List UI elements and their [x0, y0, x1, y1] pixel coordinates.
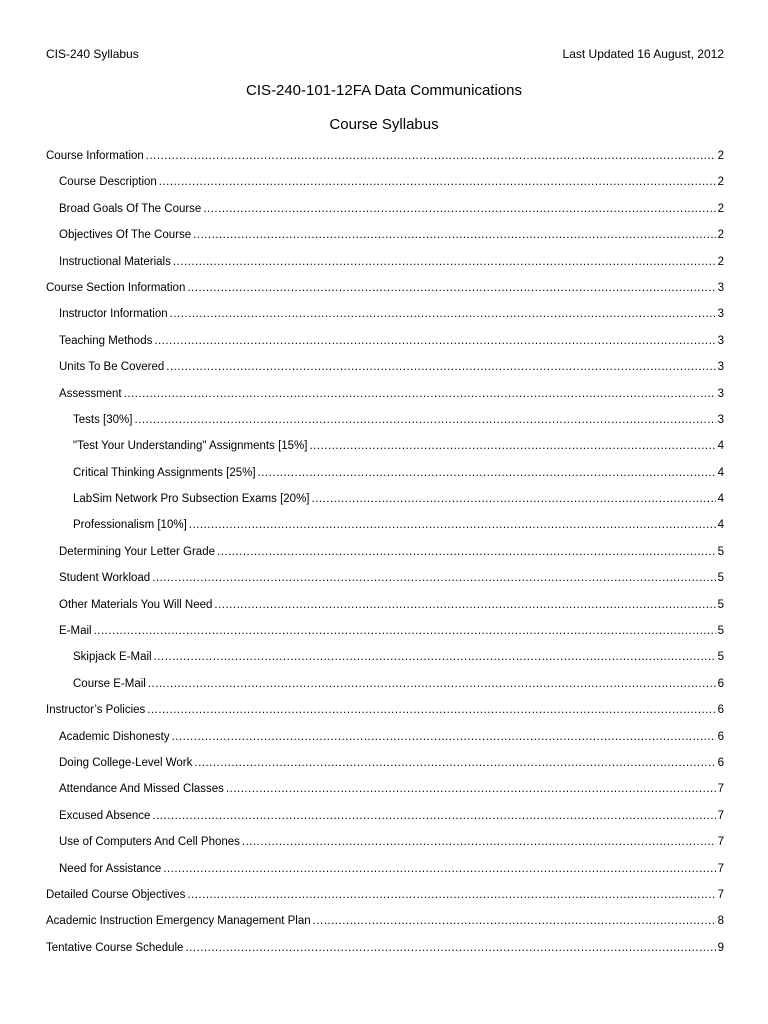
toc-entry-page-number[interactable]: 5: [717, 545, 724, 558]
toc-entry-page-number[interactable]: 5: [717, 625, 724, 638]
toc-entry[interactable]: [46, 805, 724, 831]
toc-entry[interactable]: [46, 251, 724, 277]
toc-entry-page-number[interactable]: 7: [717, 888, 724, 901]
toc-dot-leader: [166, 358, 715, 376]
toc-entry-page-number[interactable]: 9: [717, 941, 724, 954]
toc-entry[interactable]: [46, 330, 724, 356]
toc-entry-label[interactable]: Determining Your Letter Grade: [59, 545, 215, 558]
toc-entry[interactable]: [46, 620, 724, 646]
toc-dot-leader: [217, 543, 716, 561]
toc-entry-page-number[interactable]: 5: [717, 572, 724, 585]
toc-entry-page-number[interactable]: 2: [717, 202, 724, 215]
toc-entry[interactable]: [46, 594, 724, 620]
toc-entry[interactable]: [46, 145, 724, 171]
document-subtitle: Course Syllabus: [329, 116, 439, 133]
toc-entry-page-number[interactable]: 6: [717, 730, 724, 743]
toc-dot-leader: [203, 200, 715, 218]
toc-entry-page-number[interactable]: 6: [717, 704, 724, 717]
toc-entry-label[interactable]: Broad Goals Of The Course: [59, 202, 202, 215]
toc-entry-label[interactable]: Academic Instruction Emergency Management Plan: [46, 915, 311, 928]
toc-entry[interactable]: [46, 910, 724, 936]
running-header-right: Last Updated 16 August, 2012: [562, 47, 724, 61]
toc-entry[interactable]: [46, 858, 724, 884]
toc-entry[interactable]: [46, 673, 724, 699]
toc-dot-leader: [148, 675, 716, 693]
toc-entry-page-number[interactable]: 4: [717, 493, 724, 506]
toc-entry[interactable]: [46, 726, 724, 752]
toc-entry-page-number[interactable]: 5: [717, 598, 724, 611]
toc-dot-leader: [154, 648, 716, 666]
toc-entry[interactable]: [46, 277, 724, 303]
toc-entry-page-number[interactable]: 3: [717, 308, 724, 321]
toc-dot-leader: [189, 516, 716, 534]
toc-entry-label[interactable]: Instructional Materials: [59, 255, 171, 268]
toc-entry-page-number[interactable]: 6: [717, 756, 724, 769]
toc-entry-page-number[interactable]: 3: [717, 281, 724, 294]
toc-dot-leader: [147, 701, 715, 719]
toc-entry-label[interactable]: Course Information: [46, 150, 144, 162]
toc-dot-leader: [173, 253, 716, 271]
toc-dot-leader: [159, 173, 716, 191]
toc-entry[interactable]: [46, 699, 724, 725]
toc-dot-leader: [258, 464, 716, 482]
toc-entry-label[interactable]: Use of Computers And Cell Phones: [59, 836, 240, 849]
toc-dot-leader: [312, 490, 716, 508]
toc-entry[interactable]: [46, 778, 724, 804]
toc-dot-leader: [226, 780, 716, 798]
toc-dot-leader: [124, 385, 716, 403]
toc-entry[interactable]: [46, 831, 724, 857]
toc-dot-leader: [134, 411, 715, 429]
toc-entry-page-number[interactable]: 3: [717, 361, 724, 374]
toc-entry[interactable]: [46, 356, 724, 382]
toc-dot-leader: [154, 332, 715, 350]
toc-entry-label[interactable]: Assessment: [59, 387, 122, 400]
toc-entry-page-number[interactable]: 3: [717, 334, 724, 347]
toc-entry[interactable]: [46, 937, 724, 963]
toc-entry-page-number[interactable]: 7: [717, 862, 724, 875]
toc-entry-label[interactable]: Units To Be Covered: [59, 361, 165, 374]
toc-dot-leader: [214, 596, 715, 614]
table-of-contents: [46, 145, 724, 963]
toc-entry[interactable]: [46, 435, 724, 461]
toc-entry-label[interactable]: E-Mail: [59, 625, 92, 638]
toc-entry-label[interactable]: Need for Assistance: [59, 862, 162, 875]
toc-dot-leader: [185, 939, 715, 957]
toc-entry-page-number[interactable]: 8: [717, 915, 724, 928]
toc-entry[interactable]: [46, 541, 724, 567]
toc-entry-page-number[interactable]: 3: [717, 387, 724, 400]
toc-dot-leader: [187, 279, 715, 297]
toc-dot-leader: [152, 569, 715, 587]
toc-dot-leader: [313, 912, 716, 930]
toc-entry-page-number[interactable]: 6: [717, 677, 724, 690]
toc-entry-label[interactable]: Doing College-Level Work: [59, 756, 193, 769]
toc-entry[interactable]: [46, 514, 724, 540]
toc-entry-page-number[interactable]: 7: [717, 836, 724, 849]
toc-entry-label[interactable]: Attendance And Missed Classes: [59, 783, 224, 796]
toc-dot-leader: [187, 886, 715, 904]
toc-dot-leader: [170, 305, 716, 323]
toc-entry-page-number[interactable]: 2: [717, 229, 724, 242]
toc-entry-label[interactable]: "Test Your Understanding" Assignments [15%]: [73, 440, 308, 453]
toc-entry[interactable]: [46, 462, 724, 488]
toc-entry-label[interactable]: Objectives Of The Course: [59, 229, 192, 242]
toc-entry[interactable]: [46, 409, 724, 435]
toc-entry-label[interactable]: Detailed Course Objectives: [46, 888, 186, 901]
toc-entry-label[interactable]: Professionalism [10%]: [73, 519, 187, 532]
toc-entry-label[interactable]: Instructor’s Policies: [46, 704, 146, 717]
toc-dot-leader: [194, 754, 715, 772]
toc-entry-page-number[interactable]: 4: [717, 519, 724, 532]
toc-entry-page-number[interactable]: 2: [717, 150, 724, 162]
document-title: CIS-240-101-12FA Data Communications: [246, 82, 522, 99]
toc-dot-leader: [94, 622, 716, 640]
toc-entry-label[interactable]: Excused Absence: [59, 809, 151, 822]
toc-entry[interactable]: [46, 224, 724, 250]
toc-dot-leader: [309, 437, 715, 455]
toc-entry-label[interactable]: Instructor Information: [59, 308, 168, 321]
toc-entry-label[interactable]: Skipjack E-Mail: [73, 651, 152, 664]
toc-entry-label[interactable]: Course Description: [59, 176, 157, 189]
toc-entry-page-number[interactable]: 4: [717, 440, 724, 453]
toc-entry-label[interactable]: LabSim Network Pro Subsection Exams [20%]: [73, 493, 310, 506]
toc-dot-leader: [163, 860, 715, 878]
toc-dot-leader: [172, 728, 716, 746]
toc-entry-label[interactable]: Critical Thinking Assignments [25%]: [73, 466, 256, 479]
toc-dot-leader: [242, 833, 716, 851]
toc-entry[interactable]: [46, 646, 724, 672]
toc-entry[interactable]: [46, 488, 724, 514]
toc-entry-label[interactable]: Teaching Methods: [59, 334, 153, 347]
toc-entry-page-number[interactable]: 7: [717, 783, 724, 796]
toc-entry[interactable]: [46, 567, 724, 593]
toc-dot-leader: [152, 807, 715, 825]
toc-entry-page-number[interactable]: 3: [717, 413, 724, 426]
toc-entry-page-number[interactable]: 2: [717, 255, 724, 268]
toc-entry-page-number[interactable]: 5: [717, 651, 724, 664]
toc-entry-page-number[interactable]: 2: [717, 176, 724, 189]
toc-entry[interactable]: [46, 752, 724, 778]
toc-entry[interactable]: [46, 171, 724, 197]
toc-entry-label[interactable]: Academic Dishonesty: [59, 730, 170, 743]
toc-entry-label[interactable]: Course E-Mail: [73, 677, 146, 690]
toc-dot-leader: [193, 226, 716, 244]
toc-entry-page-number[interactable]: 7: [717, 809, 724, 822]
toc-entry-label[interactable]: Course Section Information: [46, 281, 186, 294]
toc-entry-label[interactable]: Tentative Course Schedule: [46, 941, 184, 954]
toc-entry-label[interactable]: Other Materials You Will Need: [59, 598, 213, 611]
toc-entry[interactable]: [46, 383, 724, 409]
toc-entry[interactable]: [46, 884, 724, 910]
toc-entry[interactable]: [46, 303, 724, 329]
toc-dot-leader: [146, 147, 716, 165]
toc-entry-label[interactable]: Student Workload: [59, 572, 151, 585]
toc-entry[interactable]: [46, 198, 724, 224]
toc-entry-label[interactable]: Tests [30%]: [73, 413, 133, 426]
running-header-left: CIS-240 Syllabus: [46, 47, 139, 61]
toc-entry-page-number[interactable]: 4: [717, 466, 724, 479]
